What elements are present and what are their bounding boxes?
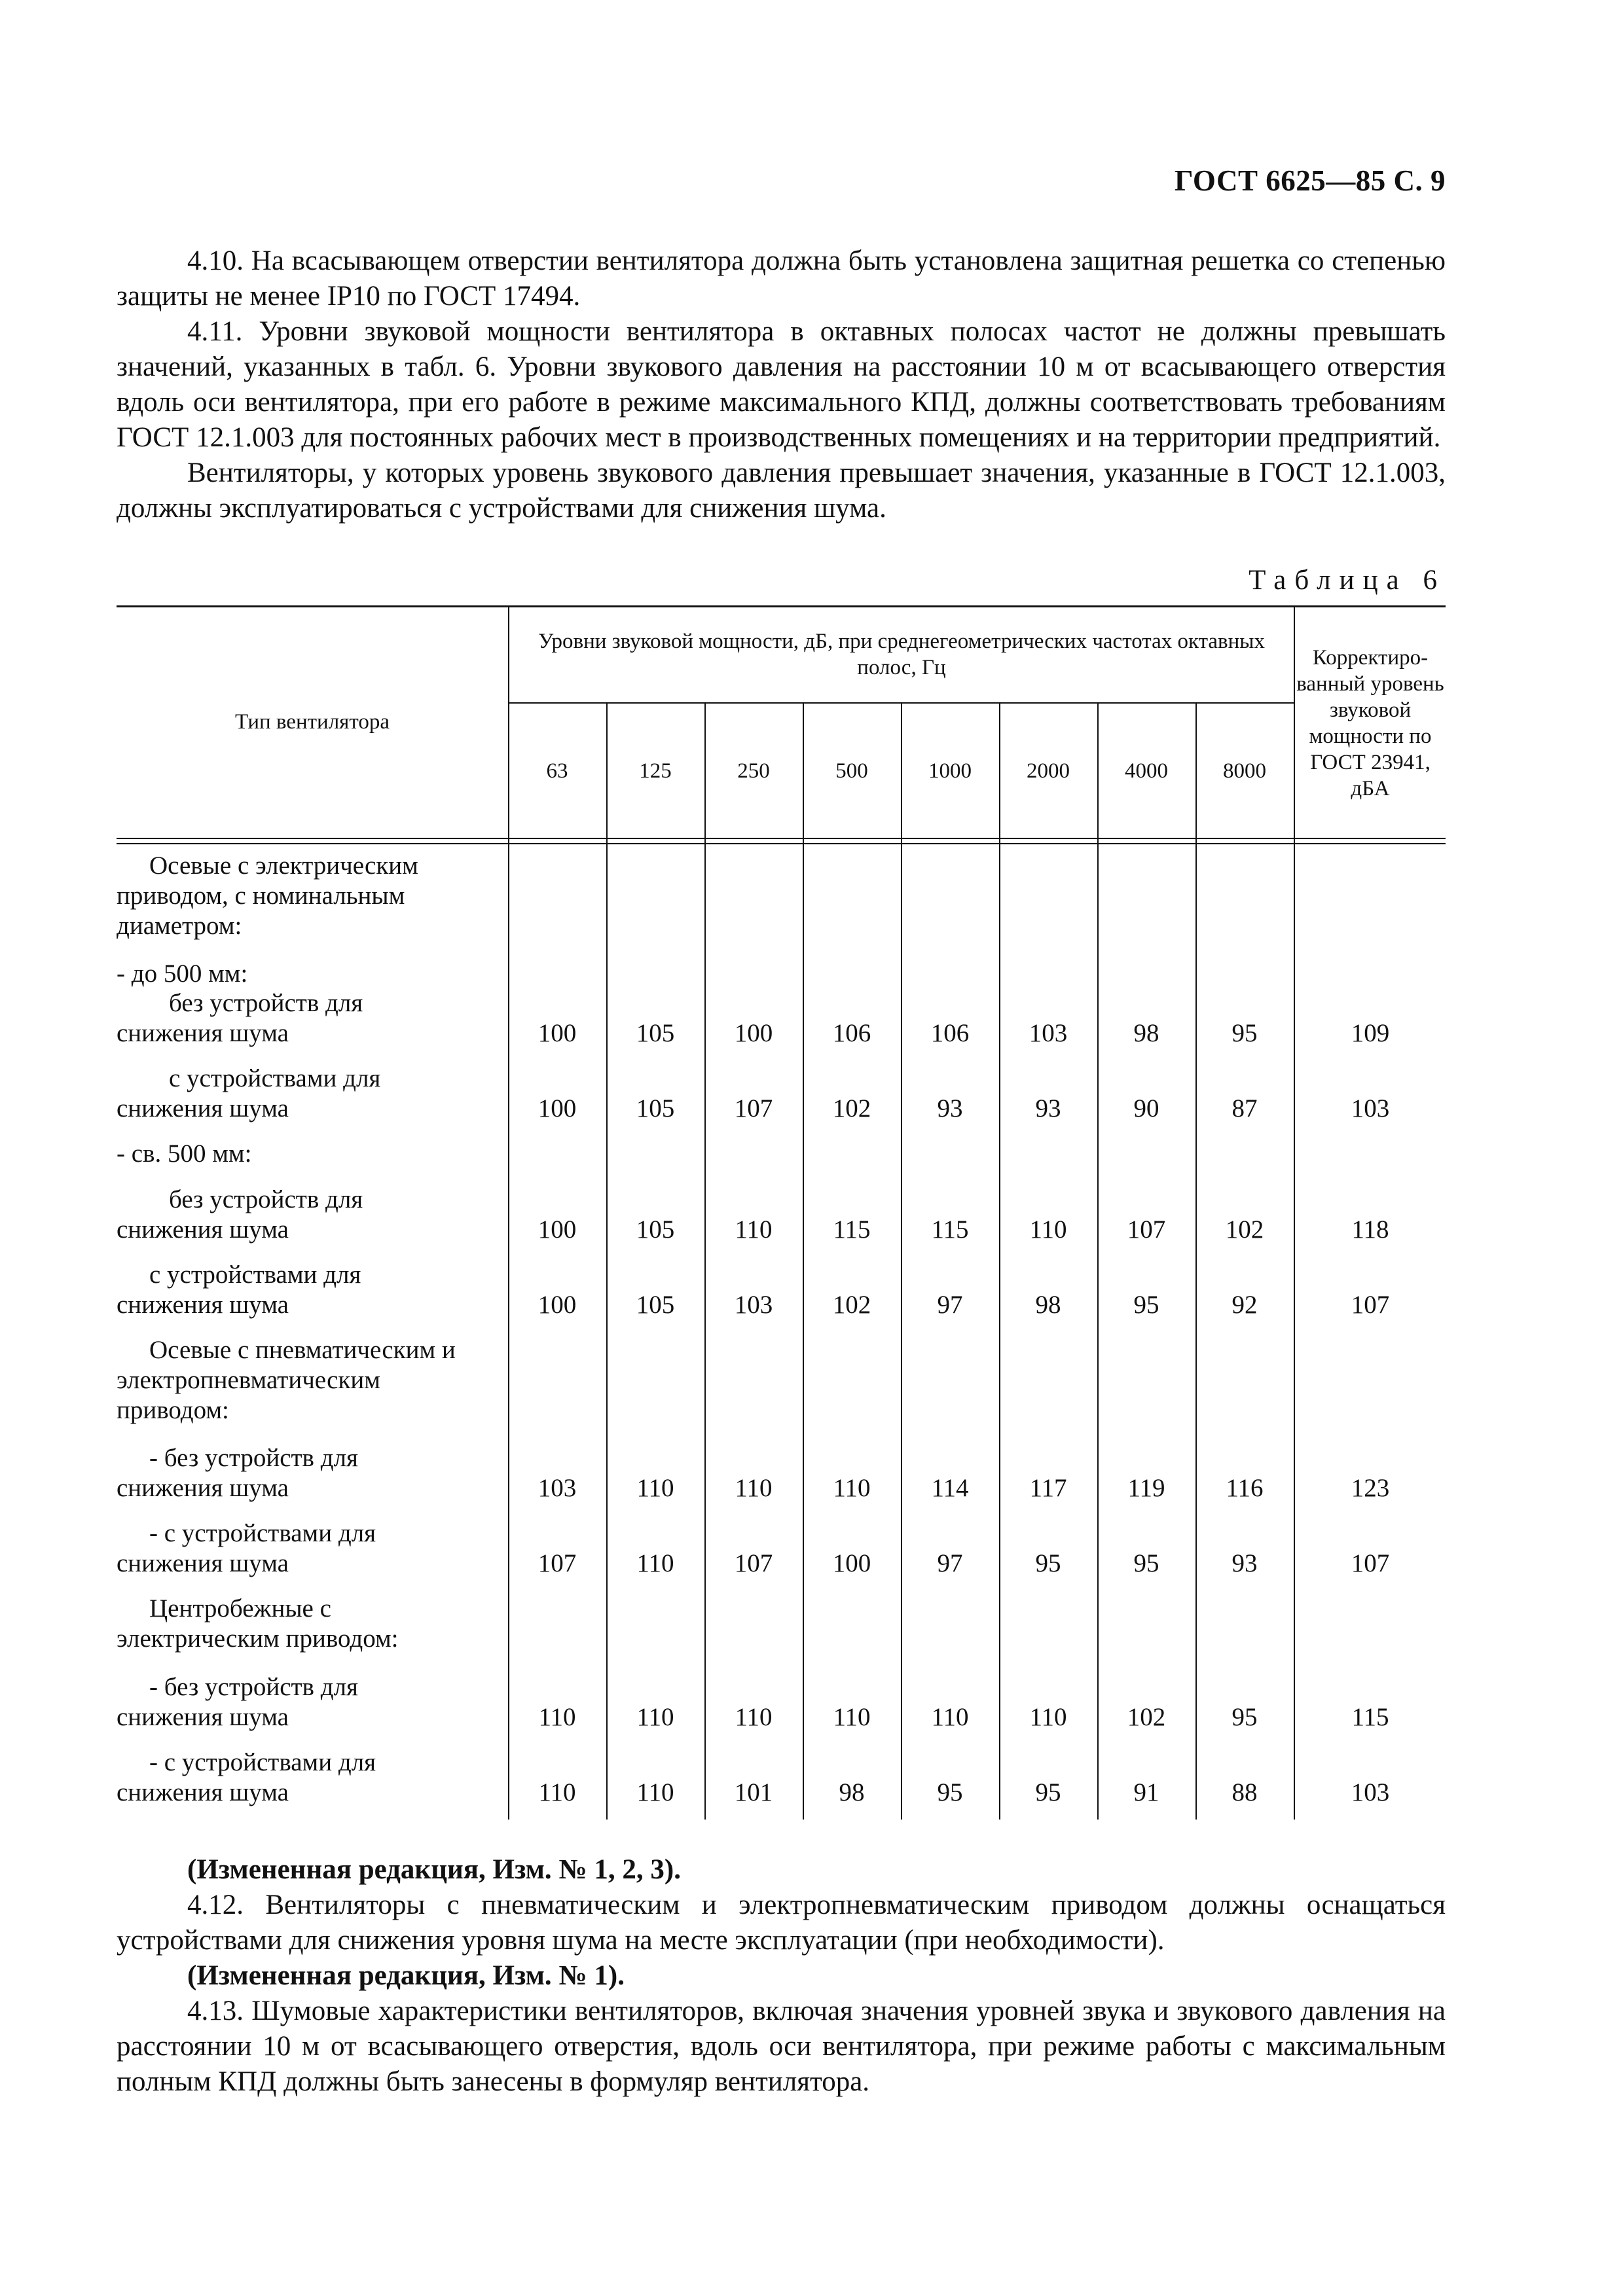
row-label: Центробежные с электрическим приводом:: [117, 1594, 399, 1653]
table-value-cell: 117: [1029, 1474, 1067, 1502]
table-value-cell: 100: [538, 1291, 577, 1319]
table-value-cell: 103: [1029, 1019, 1068, 1047]
table-caption: Таблица 6: [1249, 565, 1446, 596]
revision-note: (Измененная редакция, Изм. № 1, 2, 3).: [187, 1854, 681, 1885]
paragraph-4-10: 4.10. На всасывающем отверстии вентилятора должна быть установлена защитная решетка со степенью защиты не менее IP10 по ГОСТ 17494.: [117, 245, 1446, 312]
table-value-cell: 110: [735, 1474, 773, 1502]
table-value-cell: 95: [1035, 1778, 1061, 1806]
table-value-cell: 114: [931, 1474, 969, 1502]
table-corrected-cell: 115: [1351, 1703, 1389, 1731]
table-value-cell: 105: [636, 1215, 675, 1244]
row-label: - без устройств для снижения шума: [117, 1673, 358, 1731]
table-value-cell: 95: [937, 1778, 963, 1806]
table-corrected-cell: 118: [1351, 1215, 1389, 1244]
table-corrected-cell: 103: [1351, 1778, 1390, 1806]
paragraph-noise-devices: Вентиляторы, у которых уровень звукового давления превышает значения, указанные в ГОСТ 12.1.003, должны эксплуатироваться с устройствами для снижения шума.: [117, 457, 1446, 524]
table-value-cell: 107: [734, 1549, 773, 1577]
header-bottom-line-2: [117, 843, 1446, 844]
frequency-header-cell: 125: [639, 759, 672, 783]
table-value-cell: 110: [636, 1474, 674, 1502]
table-value-cell: 110: [538, 1778, 576, 1806]
col-divider-freq: [803, 702, 804, 1820]
table-value-cell: 102: [1225, 1215, 1264, 1244]
paragraph: 4.13. Шумовые характеристики вентиляторов, включая значения уровней звука и звукового давления на расстоянии 10 м от всасывающего отверстия, вдоль оси вентилятора, при режиме работы с максимальным полным КПД должны быть занесены в формуляр вентилятора.: [117, 1996, 1446, 2097]
table-value-cell: 110: [931, 1703, 969, 1731]
frequency-header-cell: 63: [546, 759, 568, 783]
table-value-cell: 98: [839, 1778, 865, 1806]
row-label: с устройствами для снижения шума: [117, 1064, 381, 1122]
table-value-cell: 100: [734, 1019, 773, 1047]
bottom-text-block: [117, 1852, 1446, 2100]
table-value-cell: 90: [1133, 1094, 1159, 1122]
row-label: Осевые с электрическим приводом, с номинальным диаметром:: [117, 852, 418, 940]
col-divider-freq: [1195, 702, 1197, 1820]
frequency-header-cell: 1000: [928, 759, 972, 783]
table-value-cell: 98: [1035, 1291, 1061, 1319]
table-value-cell: 100: [538, 1215, 577, 1244]
row-label: - св. 500 мм:: [117, 1139, 252, 1168]
header-group-cell: Уровни звуковой мощности, дБ, при среднегеометрических частотах октавных полос, Гц: [538, 630, 1265, 679]
table-value-cell: 115: [931, 1215, 969, 1244]
table-value-cell: 110: [735, 1215, 773, 1244]
table-value-cell: 95: [1133, 1549, 1159, 1577]
table-value-cell: 116: [1226, 1474, 1264, 1502]
table-value-cell: 110: [1029, 1215, 1067, 1244]
header-bottom-line-1: [117, 838, 1446, 839]
table-value-cell: 101: [734, 1778, 773, 1806]
table-value-cell: 110: [1029, 1703, 1067, 1731]
row-label: - без устройств для снижения шума: [117, 1444, 358, 1502]
table-value-cell: 98: [1133, 1019, 1159, 1047]
table-value-cell: 95: [1231, 1019, 1258, 1047]
table-value-cell: 110: [833, 1474, 871, 1502]
noise-table: [117, 605, 1446, 1820]
table-value-cell: 107: [1127, 1215, 1166, 1244]
table-corrected-cell: 109: [1351, 1019, 1390, 1047]
table-value-cell: 93: [1035, 1094, 1061, 1122]
top-text-block: [117, 243, 1446, 526]
table-value-cell: 106: [930, 1019, 970, 1047]
row-label: без устройств для снижения шума: [117, 989, 363, 1047]
table-value-cell: 103: [734, 1291, 773, 1319]
header-corrected-cell: Корректиро-ванный уровень звуковой мощности по ГОСТ 23941, дБА: [1296, 646, 1444, 800]
table-value-cell: 105: [636, 1094, 675, 1122]
table-value-cell: 92: [1231, 1291, 1258, 1319]
row-label: Осевые с пневматическим и электропневматическим приводом:: [117, 1336, 456, 1424]
header-type-cell: Тип вентилятора: [235, 709, 390, 734]
table-value-cell: 102: [1127, 1703, 1166, 1731]
col-divider-freq: [606, 702, 608, 1820]
frequency-header-cell: 250: [737, 759, 770, 783]
frequency-header-cell: 2000: [1027, 759, 1070, 783]
table-value-cell: 93: [1231, 1549, 1258, 1577]
page-header: ГОСТ 6625—85 С. 9: [1174, 164, 1446, 197]
table-value-cell: 97: [937, 1291, 963, 1319]
table-value-cell: 110: [636, 1549, 674, 1577]
row-label: без устройств для снижения шума: [117, 1185, 363, 1244]
col-divider-freq: [901, 702, 902, 1820]
table-value-cell: 91: [1133, 1778, 1159, 1806]
col-divider-freq: [1097, 702, 1099, 1820]
row-label: - до 500 мм:: [117, 960, 248, 988]
table-value-cell: 107: [734, 1094, 773, 1122]
table-value-cell: 110: [636, 1703, 674, 1731]
table-value-cell: 110: [636, 1778, 674, 1806]
table-value-cell: 105: [636, 1291, 675, 1319]
table-value-cell: 110: [735, 1703, 773, 1731]
table-value-cell: 100: [832, 1549, 871, 1577]
table-corrected-cell: 107: [1351, 1549, 1390, 1577]
table-value-cell: 107: [538, 1549, 577, 1577]
frequency-header-cell: 4000: [1125, 759, 1168, 783]
row-label: с устройствами для снижения шума: [117, 1261, 361, 1319]
table-value-cell: 102: [832, 1094, 871, 1122]
table-value-cell: 87: [1231, 1094, 1258, 1122]
paragraph-4-11: 4.11. Уровни звуковой мощности вентилятора в октавных полосах частот не должны превышать значений, указанных в табл. 6. Уровни звукового давления на расстоянии 10 м от всасывающего отверстия вдоль оси вентилятора, при его работе в режиме максимального КПД, должны соответствовать требованиям ГОСТ 12.1.003 для постоянных рабочих мест в производственных помещениях и на территории предприятий.: [117, 316, 1446, 453]
table-corrected-cell: 103: [1351, 1094, 1390, 1122]
col-divider-freq: [704, 702, 706, 1820]
table-corrected-cell: 123: [1351, 1474, 1390, 1502]
table-corrected-cell: 107: [1351, 1291, 1390, 1319]
table-value-cell: 105: [636, 1019, 675, 1047]
row-label: - с устройствами для снижения шума: [117, 1519, 376, 1577]
table-value-cell: 110: [833, 1703, 871, 1731]
table-value-cell: 97: [937, 1549, 963, 1577]
table-value-cell: 100: [538, 1094, 577, 1122]
table-value-cell: 93: [937, 1094, 963, 1122]
paragraph: 4.12. Вентиляторы с пневматическим и электропневматическим приводом должны оснащаться устройствами для снижения уровня шума на месте эксплуатации (при необходимости).: [117, 1890, 1446, 1956]
frequency-header-cell: 8000: [1223, 759, 1266, 783]
table-value-cell: 88: [1231, 1778, 1258, 1806]
table-value-cell: 119: [1127, 1474, 1165, 1502]
row-label: - с устройствами для снижения шума: [117, 1748, 376, 1806]
table-value-cell: 95: [1133, 1291, 1159, 1319]
col-divider-freq: [999, 702, 1000, 1820]
table-value-cell: 115: [833, 1215, 871, 1244]
table-value-cell: 102: [832, 1291, 871, 1319]
revision-note: (Измененная редакция, Изм. № 1).: [187, 1960, 625, 1991]
table-value-cell: 106: [832, 1019, 871, 1047]
table-value-cell: 100: [538, 1019, 577, 1047]
frequency-header-cell: 500: [835, 759, 868, 783]
table-value-cell: 103: [538, 1474, 577, 1502]
table-value-cell: 95: [1231, 1703, 1258, 1731]
table-value-cell: 110: [538, 1703, 576, 1731]
table-value-cell: 95: [1035, 1549, 1061, 1577]
